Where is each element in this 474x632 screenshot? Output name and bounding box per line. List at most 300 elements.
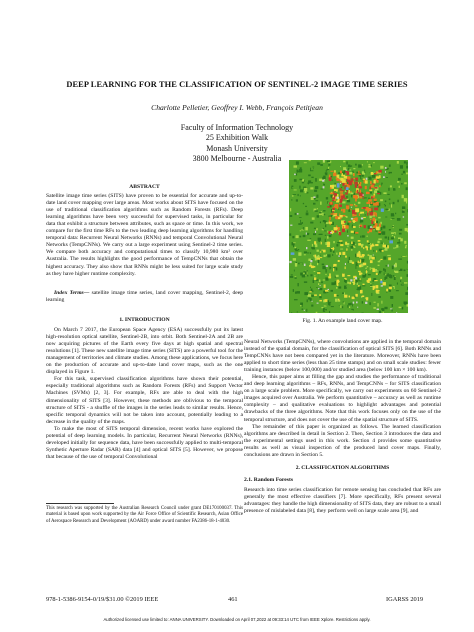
map-patch <box>334 227 338 230</box>
map-patch <box>335 282 337 285</box>
map-patch <box>397 283 398 285</box>
map-patch <box>384 273 385 276</box>
map-patch <box>374 190 377 193</box>
map-patch <box>357 254 360 257</box>
map-patch <box>296 161 299 164</box>
map-patch <box>397 218 401 221</box>
map-patch <box>329 177 332 179</box>
map-patch <box>353 181 354 184</box>
map-patch <box>332 211 333 213</box>
map-patch <box>329 222 333 224</box>
map-patch <box>378 217 381 219</box>
map-patch <box>320 257 322 258</box>
footer-isbn: 978-1-5386-9154-0/19/$31.00 ©2019 IEEE <box>46 596 159 603</box>
map-patch <box>400 277 402 279</box>
map-patch <box>354 290 355 291</box>
map-patch <box>402 195 404 198</box>
map-patch <box>404 198 407 202</box>
map-patch <box>342 252 345 255</box>
map-patch <box>289 170 291 171</box>
map-patch <box>323 186 325 188</box>
map-patch <box>374 199 377 201</box>
map-patch <box>336 267 338 270</box>
map-patch <box>327 206 329 208</box>
map-patch <box>388 205 391 208</box>
map-patch <box>355 208 359 212</box>
map-patch <box>300 181 301 184</box>
map-patch <box>350 225 352 228</box>
map-patch <box>402 256 405 257</box>
map-patch <box>366 178 368 180</box>
map-patch <box>398 259 402 260</box>
map-patch <box>344 302 345 305</box>
map-patch <box>363 198 364 199</box>
map-patch <box>383 176 385 178</box>
map-patch <box>316 161 319 163</box>
map-patch <box>340 183 341 184</box>
map-patch <box>341 175 345 177</box>
map-patch <box>353 173 355 176</box>
map-patch <box>297 170 299 173</box>
map-patch <box>295 277 297 279</box>
map-patch <box>326 265 328 267</box>
map-patch <box>329 235 332 237</box>
map-patch <box>300 230 301 231</box>
map-patch <box>386 295 387 296</box>
map-patch <box>388 237 389 240</box>
map-patch <box>372 257 375 260</box>
map-patch <box>303 273 304 274</box>
map-patch <box>298 171 300 173</box>
map-patch <box>290 285 293 287</box>
map-patch <box>355 164 357 166</box>
map-patch <box>404 161 406 163</box>
map-patch <box>394 211 395 214</box>
map-patch <box>317 258 320 260</box>
map-patch <box>368 255 370 256</box>
map-patch <box>320 164 323 166</box>
map-patch <box>375 223 378 226</box>
map-patch <box>323 280 326 281</box>
map-patch <box>355 232 358 234</box>
map-patch <box>386 177 388 178</box>
map-patch <box>382 308 384 311</box>
map-patch <box>386 289 388 292</box>
map-patch <box>395 186 398 187</box>
map-patch <box>337 183 340 187</box>
map-patch <box>300 263 303 265</box>
map-patch <box>376 250 377 252</box>
map-patch <box>349 170 351 171</box>
map-patch <box>314 228 316 229</box>
map-patch <box>358 182 359 183</box>
map-patch <box>292 187 294 189</box>
map-patch <box>307 299 308 302</box>
map-patch <box>341 178 344 181</box>
map-patch <box>376 213 377 217</box>
map-patch <box>331 164 335 166</box>
map-patch <box>345 256 347 258</box>
map-patch <box>290 225 292 226</box>
map-patch <box>289 261 291 263</box>
map-patch <box>404 241 406 244</box>
map-patch <box>358 171 359 174</box>
map-patch <box>342 201 345 203</box>
map-patch <box>343 262 344 264</box>
map-patch <box>294 179 297 182</box>
map-patch <box>331 195 333 198</box>
map-patch <box>402 256 403 257</box>
map-patch <box>364 197 367 198</box>
map-patch <box>341 209 342 211</box>
map-patch <box>337 227 339 230</box>
map-patch <box>385 217 387 218</box>
map-patch <box>300 305 302 306</box>
map-patch <box>348 168 350 170</box>
map-patch <box>291 252 295 255</box>
map-patch <box>330 232 332 233</box>
map-patch <box>309 234 311 235</box>
map-patch <box>373 280 374 281</box>
map-patch <box>349 172 352 175</box>
map-patch <box>328 216 331 217</box>
map-patch <box>330 302 331 303</box>
map-patch <box>315 186 318 189</box>
map-patch <box>366 192 370 194</box>
map-patch <box>386 245 387 247</box>
map-patch <box>380 281 382 284</box>
map-patch <box>374 180 376 184</box>
map-patch <box>366 202 370 204</box>
map-patch <box>319 212 321 213</box>
map-patch <box>373 307 376 309</box>
map-patch <box>378 265 380 266</box>
map-patch <box>385 212 387 213</box>
map-patch <box>319 179 322 181</box>
map-patch <box>396 245 398 248</box>
map-patch <box>391 219 392 220</box>
map-patch <box>328 164 330 166</box>
map-patch <box>307 236 309 237</box>
map-patch <box>292 221 294 222</box>
map-patch <box>311 266 314 269</box>
map-patch <box>295 213 297 215</box>
map-patch <box>360 279 361 280</box>
map-patch <box>293 258 296 261</box>
map-patch <box>374 187 375 188</box>
map-patch <box>397 161 399 164</box>
map-patch <box>359 251 361 253</box>
map-patch <box>338 199 340 202</box>
map-patch <box>331 209 332 212</box>
map-patch <box>333 173 336 177</box>
map-patch <box>397 181 399 183</box>
map-patch <box>346 161 347 164</box>
map-patch <box>349 282 351 284</box>
map-patch <box>298 223 302 225</box>
map-patch <box>374 302 376 303</box>
map-patch <box>291 200 293 201</box>
map-patch <box>342 229 345 233</box>
map-patch <box>294 165 298 167</box>
map-patch <box>392 219 395 221</box>
map-patch <box>308 175 311 177</box>
map-patch <box>390 185 392 187</box>
map-patch <box>314 210 317 212</box>
map-patch <box>304 251 307 253</box>
map-patch <box>385 205 386 207</box>
map-patch <box>323 308 325 311</box>
map-patch <box>394 277 396 280</box>
map-patch <box>387 245 389 248</box>
map-patch <box>297 291 301 294</box>
map-patch <box>319 234 322 235</box>
paragraph: Hence, this paper aims at filling the gap and studies the performance of traditional and deep learning algorithms – RFs, RNNs, and TempCNNs – for SITS classification on a large scale problem. More specifically, we carry out experiments on 60 Sentinel-2 images acquired over Australia. We perform quantitative – accuracy as well as runtime complexity – and qualitative evaluations to highlight advantages and potential drawbacks of the three algorithms. Note that this work focuses only on the use of the temporal structure, and does not cover the use of the spatial structure of SITS. <box>244 374 441 423</box>
map-patch <box>340 244 343 246</box>
map-patch <box>365 169 368 172</box>
map-patch <box>388 227 389 230</box>
map-patch <box>304 292 308 295</box>
map-patch <box>332 179 333 180</box>
map-patch <box>362 275 365 278</box>
map-patch <box>374 280 377 281</box>
map-patch <box>339 232 342 236</box>
map-patch <box>323 259 325 261</box>
map-patch <box>349 260 352 263</box>
paragraph: To make the most of SITS temporal dimension, recent works have explored the potential of deep learning models. In particular, Recurrent Neural Networks (RNNs), developed initially for sequence data, have been successfully applied to multi-temporal Synthetic Aperture Radar (SAR) data [4] and optical SITS [5]. However, we propose that because of the use of temporal Convolutional <box>46 425 243 460</box>
map-patch <box>366 270 367 273</box>
map-patch <box>337 197 339 199</box>
map-patch <box>387 255 390 256</box>
map-patch <box>329 238 330 240</box>
map-patch <box>325 224 326 227</box>
map-patch <box>375 270 378 271</box>
map-patch <box>356 302 358 304</box>
map-patch <box>332 208 335 210</box>
map-patch <box>321 274 324 277</box>
map-patch <box>336 253 337 255</box>
map-patch <box>339 205 342 208</box>
map-patch <box>368 164 370 165</box>
map-patch <box>291 274 293 275</box>
map-patch <box>330 205 332 208</box>
map-patch <box>340 201 342 203</box>
map-patch <box>302 275 305 277</box>
map-patch <box>337 242 340 243</box>
map-patch <box>353 168 355 169</box>
map-patch <box>291 180 293 182</box>
map-patch <box>342 222 344 223</box>
map-patch <box>348 178 350 179</box>
map-patch <box>336 287 337 289</box>
map-patch <box>328 302 330 305</box>
map-patch <box>373 270 375 272</box>
map-patch <box>316 312 318 313</box>
map-patch <box>303 203 304 204</box>
map-patch <box>352 262 354 264</box>
map-patch <box>320 251 322 252</box>
map-patch <box>332 277 335 279</box>
map-patch <box>319 294 321 296</box>
map-patch <box>310 274 312 276</box>
map-patch <box>347 208 349 210</box>
map-patch <box>306 197 308 199</box>
map-patch <box>331 290 334 292</box>
map-patch <box>305 227 308 231</box>
abstract-section <box>46 184 243 278</box>
map-patch <box>360 236 361 238</box>
map-patch <box>358 164 362 167</box>
map-patch <box>364 228 365 229</box>
map-patch <box>361 245 363 247</box>
map-patch <box>336 281 337 284</box>
map-patch <box>399 245 400 246</box>
map-patch <box>393 248 395 249</box>
map-patch <box>376 202 379 206</box>
map-patch <box>310 222 313 224</box>
map-patch <box>326 170 327 172</box>
map-patch <box>330 171 333 172</box>
map-patch <box>394 270 395 272</box>
map-patch <box>333 250 334 253</box>
map-patch <box>357 289 359 290</box>
map-patch <box>393 188 395 190</box>
map-patch <box>363 194 364 196</box>
map-patch <box>318 260 320 263</box>
map-patch <box>348 299 351 301</box>
map-patch <box>353 178 355 180</box>
map-patch <box>403 171 405 174</box>
map-patch <box>384 247 387 250</box>
affiliation-line: Faculty of Information Technology <box>180 123 294 132</box>
map-patch <box>321 310 322 313</box>
map-patch <box>389 165 391 167</box>
map-patch <box>317 263 318 265</box>
map-patch <box>292 195 294 196</box>
map-patch <box>351 273 352 276</box>
map-patch <box>392 235 393 236</box>
map-patch <box>304 281 307 283</box>
map-patch <box>374 208 378 211</box>
map-patch <box>322 213 323 216</box>
map-patch <box>309 291 311 292</box>
map-patch <box>315 178 317 182</box>
map-patch <box>348 261 349 264</box>
map-patch <box>310 260 312 262</box>
map-patch <box>355 294 357 297</box>
map-patch <box>373 196 375 198</box>
map-patch <box>392 304 393 307</box>
map-patch <box>389 229 391 231</box>
map-patch <box>311 177 313 178</box>
map-patch <box>306 213 309 216</box>
map-patch <box>301 255 302 256</box>
figure-caption: Fig. 1. An example land cover map. <box>302 318 383 324</box>
map-patch <box>333 272 335 274</box>
map-patch <box>351 242 353 245</box>
index-terms <box>46 290 243 304</box>
map-patch <box>379 311 381 313</box>
abstract-text: Satellite image time series (SITS) have proven to be essential for accurate and up-to-date land cover mapping over large areas. Most works about SITS have focused on the use of traditional classification algorithms such as Random Forests (RFs). Deep learning algorithms have been very successful for supervised tasks, in particular for data that exhibit a structure between attributes, such as space or time. In this work, we compare for the first time RFs to the two leading deep learning algorithms for handling temporal data: Recurrent Neural Networks (RNNs) and temporal Convolutional Neural Networks (TempCNNs). We carry out a large experiment using Sentinel-2 time series. We compare both accuracy and computational times to classify 10,980 km² over Australia. The results highlights the good performance of TempCNNs that obtain the highest accuracy. They also show that RNNs might be less suited for large scale study as they have higher runtime complexity. <box>46 193 243 277</box>
map-patch <box>370 267 371 270</box>
map-patch <box>290 281 293 283</box>
map-patch <box>341 233 343 235</box>
map-patch <box>368 274 371 275</box>
map-patch <box>355 199 357 202</box>
map-patch <box>332 183 334 184</box>
map-patch <box>351 309 353 310</box>
right-column-text <box>244 339 441 515</box>
map-patch <box>318 283 319 285</box>
map-patch <box>351 246 354 249</box>
map-patch <box>344 278 346 279</box>
map-patch <box>301 205 304 207</box>
map-patch <box>392 266 394 270</box>
map-patch <box>383 245 387 248</box>
map-patch <box>379 185 381 187</box>
map-patch <box>381 209 384 212</box>
map-patch <box>306 247 307 249</box>
map-patch <box>313 233 316 235</box>
map-patch <box>369 258 370 260</box>
map-patch <box>307 233 310 235</box>
map-patch <box>293 242 296 243</box>
map-patch <box>393 202 395 204</box>
map-patch <box>353 219 357 221</box>
map-patch <box>402 210 405 212</box>
map-patch <box>402 307 404 310</box>
map-patch <box>378 239 382 240</box>
map-patch <box>338 286 341 288</box>
map-patch <box>326 269 327 273</box>
map-patch <box>307 183 309 184</box>
map-patch <box>359 272 362 275</box>
map-patch <box>296 199 298 201</box>
map-patch <box>362 174 364 176</box>
map-patch <box>371 172 373 175</box>
map-patch <box>333 288 336 289</box>
map-patch <box>365 214 366 215</box>
map-patch <box>370 226 372 228</box>
map-patch <box>363 291 366 293</box>
map-patch <box>339 164 342 166</box>
map-patch <box>348 221 351 223</box>
map-patch <box>303 307 304 311</box>
map-patch <box>376 285 379 288</box>
map-patch <box>396 312 397 313</box>
map-patch <box>401 174 403 175</box>
map-patch <box>381 285 383 286</box>
map-patch <box>305 206 307 207</box>
map-patch <box>332 215 333 217</box>
map-patch <box>323 210 325 211</box>
map-patch <box>363 247 364 249</box>
map-patch <box>295 247 297 249</box>
map-patch <box>382 250 384 252</box>
map-patch <box>323 176 325 178</box>
map-patch <box>390 296 393 299</box>
map-patch <box>343 161 345 163</box>
map-patch <box>324 255 326 257</box>
map-patch <box>360 227 362 229</box>
map-patch <box>351 303 352 306</box>
map-patch <box>298 283 299 286</box>
map-patch <box>310 211 313 214</box>
map-patch <box>341 242 342 244</box>
map-patch <box>304 254 306 255</box>
map-patch <box>399 239 400 242</box>
map-patch <box>362 240 365 242</box>
